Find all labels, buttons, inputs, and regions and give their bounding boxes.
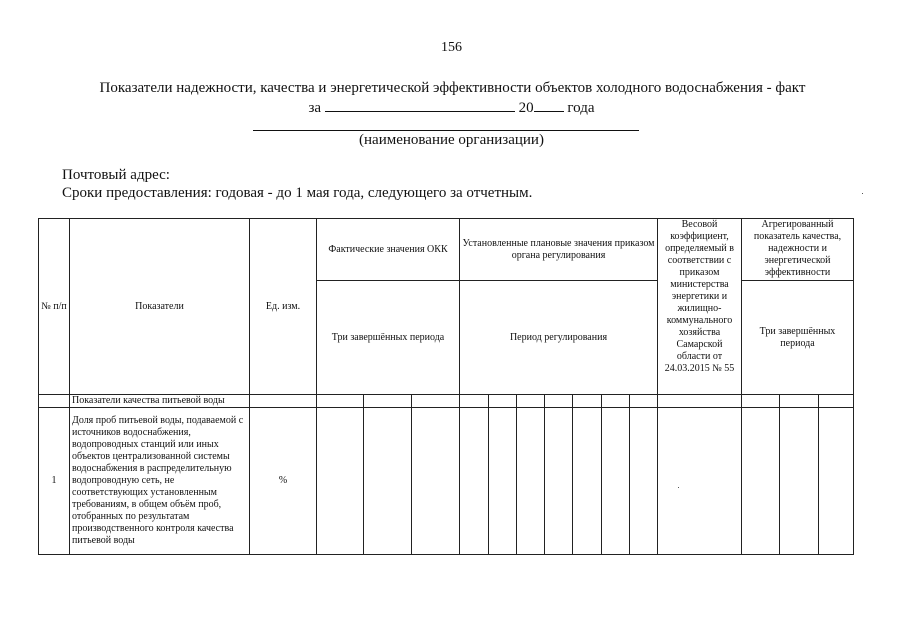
row-number: 1	[39, 408, 70, 555]
header-actual-okk: Фактические значения ОКК	[317, 219, 460, 281]
header-three-periods-aggregated: Три завершённых периода	[742, 281, 854, 395]
cell[interactable]	[364, 408, 412, 555]
cell[interactable]	[742, 408, 780, 555]
cell[interactable]	[780, 395, 819, 408]
cell[interactable]	[412, 408, 460, 555]
cell[interactable]	[317, 395, 364, 408]
cell[interactable]	[780, 408, 819, 555]
cell[interactable]	[573, 395, 602, 408]
cell[interactable]	[489, 395, 517, 408]
header-number: № п/п	[39, 219, 70, 395]
cell[interactable]	[819, 395, 854, 408]
deadline-text: Сроки предоставления: годовая - до 1 мая года, следующего за отчетным.	[62, 185, 533, 201]
cell[interactable]	[573, 408, 602, 555]
cell[interactable]	[489, 408, 517, 555]
cell[interactable]	[630, 408, 658, 555]
indicators-table	[38, 218, 854, 555]
cell[interactable]	[412, 395, 460, 408]
cell[interactable]	[460, 395, 489, 408]
cell[interactable]	[658, 395, 742, 408]
cell[interactable]	[517, 408, 545, 555]
section-title: Показатели качества питьевой воды	[70, 395, 250, 408]
scan-speck	[862, 193, 863, 194]
cell[interactable]	[545, 408, 573, 555]
period-year-prefix: 20	[518, 100, 534, 116]
header-aggregated-indicator: Агрегированный показатель качества, надежности и энергетической эффективности	[742, 219, 854, 281]
row-unit: %	[250, 408, 317, 555]
cell[interactable]	[317, 408, 364, 555]
cell[interactable]	[742, 395, 780, 408]
cell[interactable]	[460, 408, 489, 555]
cell[interactable]	[250, 395, 317, 408]
document-title: Показатели надежности, качества и энергетической эффективности объектов холодного водоснабжения - факт	[99, 80, 806, 96]
page-number: 156	[441, 40, 462, 55]
cell[interactable]	[630, 395, 658, 408]
reporting-period-line	[0, 97, 903, 117]
cell[interactable]	[517, 395, 545, 408]
period-suffix: года	[567, 100, 595, 116]
cell[interactable]	[545, 395, 573, 408]
header-three-periods: Три завершённых периода	[317, 281, 460, 395]
organization-name-line[interactable]	[253, 130, 639, 131]
header-regulation-period: Период регулирования	[460, 281, 658, 395]
header-weight-coefficient: Весовой коэффициент, определяемый в соответствии с приказом министерства энергетики и жилищно-коммунального хозяйства Самарской области от 24.03.2015 № 55	[658, 219, 742, 395]
year-blank[interactable]	[534, 97, 564, 112]
cell[interactable]	[658, 408, 742, 555]
period-blank[interactable]	[325, 97, 515, 112]
cell[interactable]	[602, 395, 630, 408]
cell[interactable]	[602, 408, 630, 555]
period-prefix: за	[308, 100, 322, 116]
header-indicators: Показатели	[70, 219, 250, 395]
header-unit: Ед. изм.	[250, 219, 317, 395]
postal-address-label: Почтовый адрес:	[62, 167, 170, 183]
organization-caption: (наименование организации)	[359, 132, 544, 148]
cell[interactable]	[819, 408, 854, 555]
section-number-cell	[39, 395, 70, 408]
header-planned-values: Установленные плановые значения приказом органа регулирования	[460, 219, 658, 281]
scan-speck	[678, 487, 679, 488]
row-indicator: Доля проб питьевой воды, подаваемой с источников водоснабжения, водопроводных станций или иных объектов централизованной системы водоснабжения в распределительную водопроводную сеть, не соответствующих установленным требованиям, в общем объём проб, отобранных по результатам производственного контроля качества питьевой воды	[70, 408, 250, 555]
cell[interactable]	[364, 395, 412, 408]
